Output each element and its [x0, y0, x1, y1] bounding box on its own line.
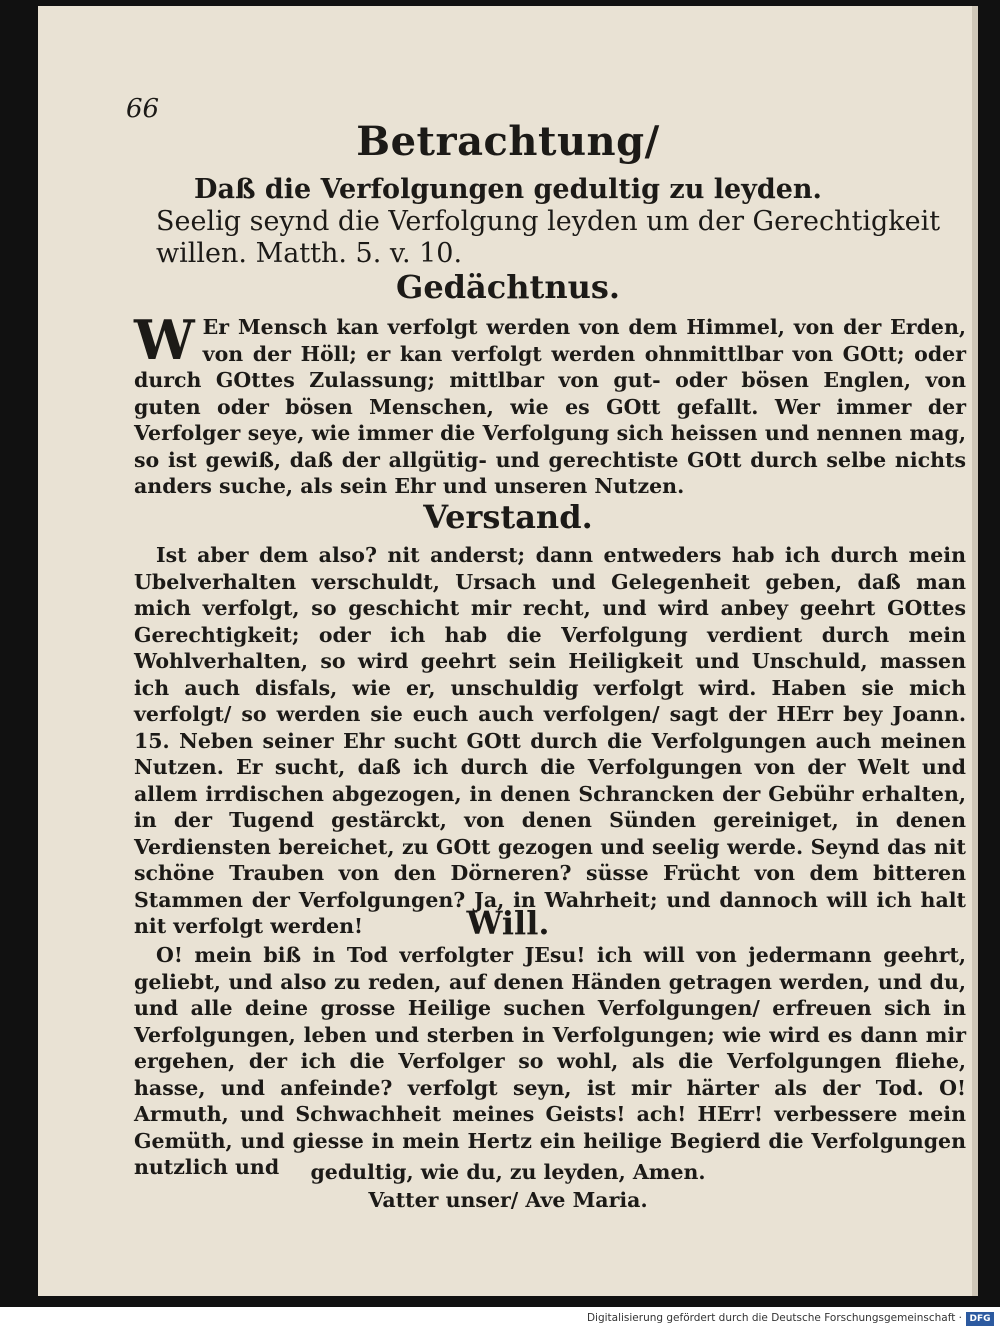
scanned-page — [38, 6, 978, 1296]
will-last-line: gedultig, wie du, zu leyden, Amen. — [310, 1160, 706, 1184]
motto — [156, 206, 956, 270]
paragraph-memory — [134, 308, 966, 500]
understanding-text: Ist aber dem also? nit anderst; dann entweders hab ich durch mein Ubelverhalten verschuldt, Ursach und Gelegenheit geben, daß man mich verfolgt, so geschicht mir recht, und wird anbey geehrt GOttes Gerechtigkeit; oder ich hab die Verfolgung verdient durch mein Wohlverhalten, so wird geehrt sein Heiligkeit und Unschuld, massen ich auch disfals, wie er, unschuldig verfolgt wird. Haben sie mich verfolgt/ so werden sie euch auch verfolgen/ sagt der HErr bey Joann. 15. Neben seiner Ehr sucht GOtt durch die Verfolgungen auch meinen Nutzen. Er sucht, daß ich durch die Verfolgungen von der Welt und allem irrdischen abgezogen, in denen Schrancken der Gebühr erhalten, in der Tugend gestärckt, von denen Sünden gereiniget, in denen Verdiensten bereichet, zu GOtt gezogen und seelig werde. Seynd das nit schöne Trauben von den Dörneren? süsse Frücht von dem bitteren Stammen der Verfolgungen? Ja, in Wahrheit; und dannoch will ich halt nit verfolgt werden! — [134, 543, 966, 938]
heading-will: Will. — [466, 904, 550, 942]
page-number: 66 — [126, 94, 160, 124]
page-subtitle: Daß die Verfolgungen gedultig zu leyden. — [194, 174, 822, 205]
dfg-logo: DFG — [966, 1312, 994, 1326]
closing-prayer: Vatter unser/ Ave Maria. — [368, 1188, 648, 1212]
motto-reference: Matth. 5. v. 10. — [255, 238, 463, 269]
funding-notice: Digitalisierung gefördert durch die Deutsche Forschungsgemeinschaft · — [586, 1312, 962, 1324]
memory-text: Er Mensch kan verfolgt werden von dem Himmel, von der Erden, von der Höll; er kan verfolgt werden ohnmittlbar von GOtt; oder durch GOttes Zulassung; mittlbar von gut- oder bösen Englen, von guten oder bösen Menschen, wie es GOtt gefallt. Wer immer der Verfolger seye, wie immer die Verfolgung sich heissen und nennen mag, so ist gewiß, daß der allgütig- und gerechtiste GOtt durch selbe nichts anders suche, als sein Ehr und unseren Nutzen. — [134, 315, 966, 498]
footer-bar — [0, 1307, 1000, 1331]
drop-cap: W — [134, 308, 195, 372]
paragraph-understanding — [134, 542, 966, 940]
page-title: Betrachtung/ — [356, 118, 660, 165]
will-text: O! mein biß in Tod verfolgter JEsu! ich will von jedermann geehrt, geliebt, und also zu reden, auf denen Händen getragen werden, und du, und alle deine grosse Heilige suchen Verfolgungen/ erfreuen sich in Verfolgungen, leben und sterben in Verfolgungen; wie wird es dann mir ergehen, der ich die Verfolger so wohl, als die Verfolgungen fliehe, hasse, und anfeinde? verfolgt seyn, ist mir härter als der Tod. O! Armuth, und Schwachheit meines Geists! ach! HErr! verbessere mein Gemüth, und giesse in mein Hertz ein heilige Begierd die Verfolgungen nutzlich und — [134, 943, 966, 1179]
motto-text: Seelig seynd die Verfolgung leyden um der Gerechtigkeit willen. — [156, 206, 941, 269]
heading-memory: Gedächtnus. — [395, 268, 620, 306]
heading-understanding: Verstand. — [423, 498, 593, 536]
paragraph-will — [134, 942, 966, 1181]
